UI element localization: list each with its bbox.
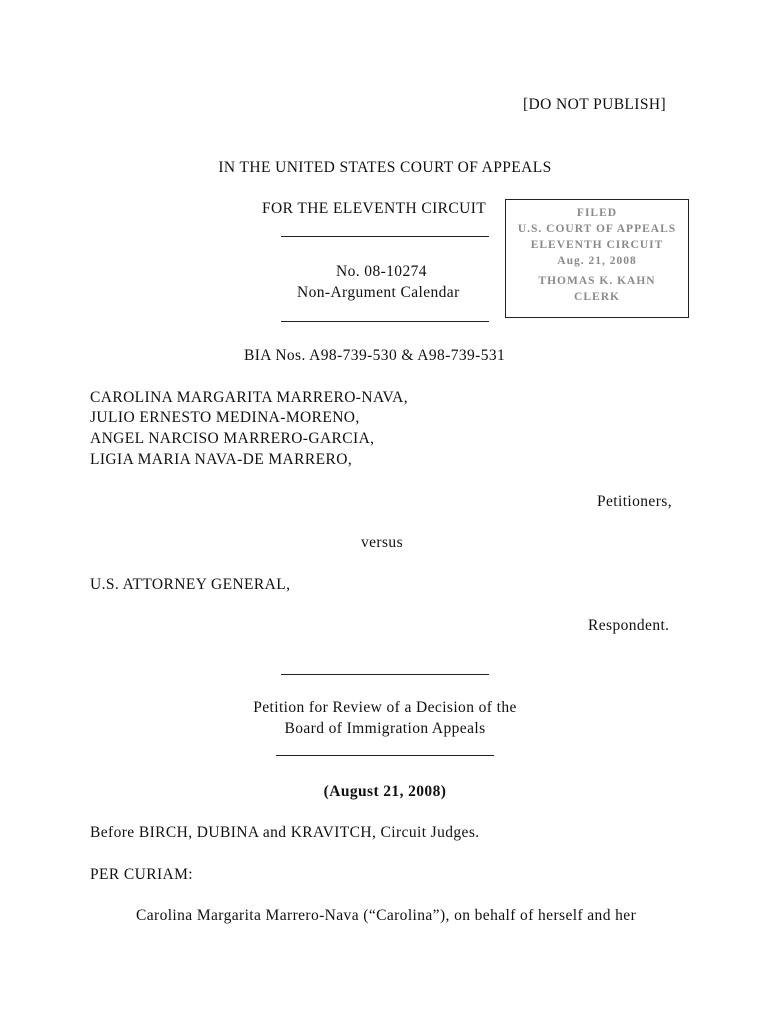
circuit-name: FOR THE ELEVENTH CIRCUIT xyxy=(262,200,487,217)
stamp-circuit: ELEVENTH CIRCUIT xyxy=(530,239,664,251)
review-line-1: Petition for Review of a Decision of the xyxy=(253,699,517,716)
stamp-filed: FILED xyxy=(576,207,618,219)
stamp-clerk-name: THOMAS K. KAHN xyxy=(538,275,656,287)
panel-judges: Before BIRCH, DUBINA and KRAVITCH, Circuit Judges. xyxy=(90,824,480,841)
decision-date: (August 21, 2008) xyxy=(323,783,447,800)
divider-rule xyxy=(281,321,489,322)
court-name: IN THE UNITED STATES COURT OF APPEALS xyxy=(218,159,552,176)
petitioner-name: LIGIA MARIA NAVA-DE MARRERO, xyxy=(90,451,353,468)
filed-stamp xyxy=(505,199,689,318)
docket-number: No. 08-10274 xyxy=(336,263,427,280)
calendar-type: Non-Argument Calendar xyxy=(297,284,460,301)
review-line-2: Board of Immigration Appeals xyxy=(284,720,486,737)
respondent-name: U.S. ATTORNEY GENERAL, xyxy=(90,576,291,593)
divider-rule xyxy=(276,755,494,756)
stamp-court: U.S. COURT OF APPEALS xyxy=(517,223,677,235)
bia-numbers: BIA Nos. A98-739-530 & A98-739-531 xyxy=(244,347,506,364)
divider-rule xyxy=(281,674,489,675)
petitioner-name: ANGEL NARCISO MARRERO-GARCIA, xyxy=(90,430,375,447)
per-curiam-heading: PER CURIAM: xyxy=(90,866,194,883)
respondent-label: Respondent. xyxy=(588,617,670,634)
stamp-clerk-title: CLERK xyxy=(574,291,620,303)
opinion-opening-text: Carolina Margarita Marrero-Nava (“Carolina”), on behalf of herself and her xyxy=(136,907,637,924)
petitioner-name: JULIO ERNESTO MEDINA-MORENO, xyxy=(90,409,360,426)
petitioner-name: CAROLINA MARGARITA MARRERO-NAVA, xyxy=(90,389,409,406)
divider-rule xyxy=(281,236,489,237)
stamp-date: Aug. 21, 2008 xyxy=(557,255,637,267)
versus-text: versus xyxy=(361,534,404,551)
publish-status: [DO NOT PUBLISH] xyxy=(523,96,667,113)
petitioners-label: Petitioners, xyxy=(597,493,672,510)
